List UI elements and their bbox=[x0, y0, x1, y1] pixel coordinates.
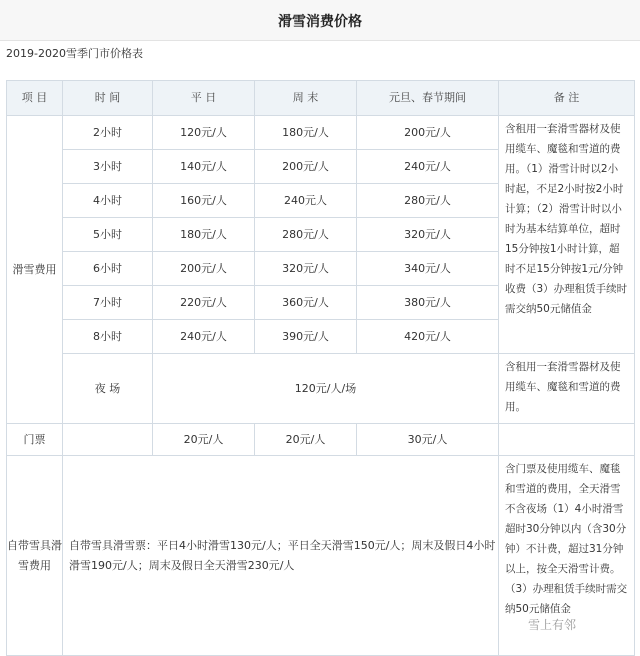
page-subtitle: 2019-2020雪季门市价格表 bbox=[6, 47, 143, 60]
time-cell: 7小时 bbox=[63, 286, 153, 320]
time-cell: 6小时 bbox=[63, 252, 153, 286]
header-item: 项 目 bbox=[7, 81, 63, 116]
ticket-holiday: 30元/人 bbox=[357, 424, 499, 456]
night-note: 含租用一套滑雪器材及使用缆车、魔毯和雪道的费用。 bbox=[499, 354, 635, 424]
holiday-cell: 280元/人 bbox=[357, 184, 499, 218]
ski-fee-note: 含租用一套滑雪器材及使用缆车、魔毯和雪道的费用。（1）滑雪计时以2小时起，不足2小时按2小时计算；（2）滑雪计时以小时为基本结算单位，超时15分钟按1小时计算，超时不足15分钟按1元/分钟收费（3）办理租赁手续时需交纳50元储值金 bbox=[499, 116, 635, 354]
weekday-cell: 240元/人 bbox=[153, 320, 255, 354]
weekend-cell: 200元/人 bbox=[255, 150, 357, 184]
night-row bbox=[7, 354, 635, 424]
weekday-cell: 120元/人 bbox=[153, 116, 255, 150]
weekend-cell: 360元/人 bbox=[255, 286, 357, 320]
weekday-cell: 220元/人 bbox=[153, 286, 255, 320]
own-gear-note: 含门票及使用缆车、魔毯和雪道的费用，全天滑雪不含夜场（1）4小时滑雪超时30分钟以内（含30分钟）不计费，超过31分钟以上，按全天滑雪计费。（3）办理租赁手续时需交纳50元储值金 bbox=[499, 456, 635, 656]
time-cell: 2小时 bbox=[63, 116, 153, 150]
ticket-weekday: 20元/人 bbox=[153, 424, 255, 456]
night-label: 夜 场 bbox=[63, 354, 153, 424]
holiday-cell: 240元/人 bbox=[357, 150, 499, 184]
time-cell: 8小时 bbox=[63, 320, 153, 354]
table-row bbox=[7, 116, 635, 150]
table-header-row bbox=[7, 81, 635, 116]
holiday-cell: 320元/人 bbox=[357, 218, 499, 252]
header-weekday: 平 日 bbox=[153, 81, 255, 116]
weekend-cell: 320元/人 bbox=[255, 252, 357, 286]
own-gear-text: 自带雪具滑雪票：平日4小时滑雪130元/人；平日全天滑雪150元/人；周末及假日4小时滑雪190元/人；周末及假日全天滑雪230元/人 bbox=[63, 456, 499, 656]
header-note: 备 注 bbox=[499, 81, 635, 116]
time-cell: 3小时 bbox=[63, 150, 153, 184]
weekday-cell: 160元/人 bbox=[153, 184, 255, 218]
ticket-note-cell bbox=[499, 424, 635, 456]
holiday-cell: 200元/人 bbox=[357, 116, 499, 150]
holiday-cell: 380元/人 bbox=[357, 286, 499, 320]
time-cell: 4小时 bbox=[63, 184, 153, 218]
price-table bbox=[6, 80, 635, 656]
weekend-cell: 390元/人 bbox=[255, 320, 357, 354]
page-title: 滑雪消费价格 bbox=[278, 14, 362, 30]
ticket-row bbox=[7, 424, 635, 456]
ticket-time-cell bbox=[63, 424, 153, 456]
weekend-cell: 180元/人 bbox=[255, 116, 357, 150]
weekday-cell: 140元/人 bbox=[153, 150, 255, 184]
ticket-weekend: 20元/人 bbox=[255, 424, 357, 456]
ski-fee-label: 滑雪费用 bbox=[7, 116, 63, 424]
weekday-cell: 180元/人 bbox=[153, 218, 255, 252]
holiday-cell: 340元/人 bbox=[357, 252, 499, 286]
header-time: 时 间 bbox=[63, 81, 153, 116]
night-price: 120元/人/场 bbox=[153, 354, 499, 424]
ticket-label: 门票 bbox=[7, 424, 63, 456]
header-holiday: 元旦、春节期间 bbox=[357, 81, 499, 116]
watermark: 雪上有邻 bbox=[528, 618, 577, 632]
own-gear-label: 自带雪具滑雪费用 bbox=[7, 456, 63, 656]
holiday-cell: 420元/人 bbox=[357, 320, 499, 354]
weekday-cell: 200元/人 bbox=[153, 252, 255, 286]
weekend-cell: 240元人 bbox=[255, 184, 357, 218]
time-cell: 5小时 bbox=[63, 218, 153, 252]
weekend-cell: 280元/人 bbox=[255, 218, 357, 252]
header-weekend: 周 末 bbox=[255, 81, 357, 116]
